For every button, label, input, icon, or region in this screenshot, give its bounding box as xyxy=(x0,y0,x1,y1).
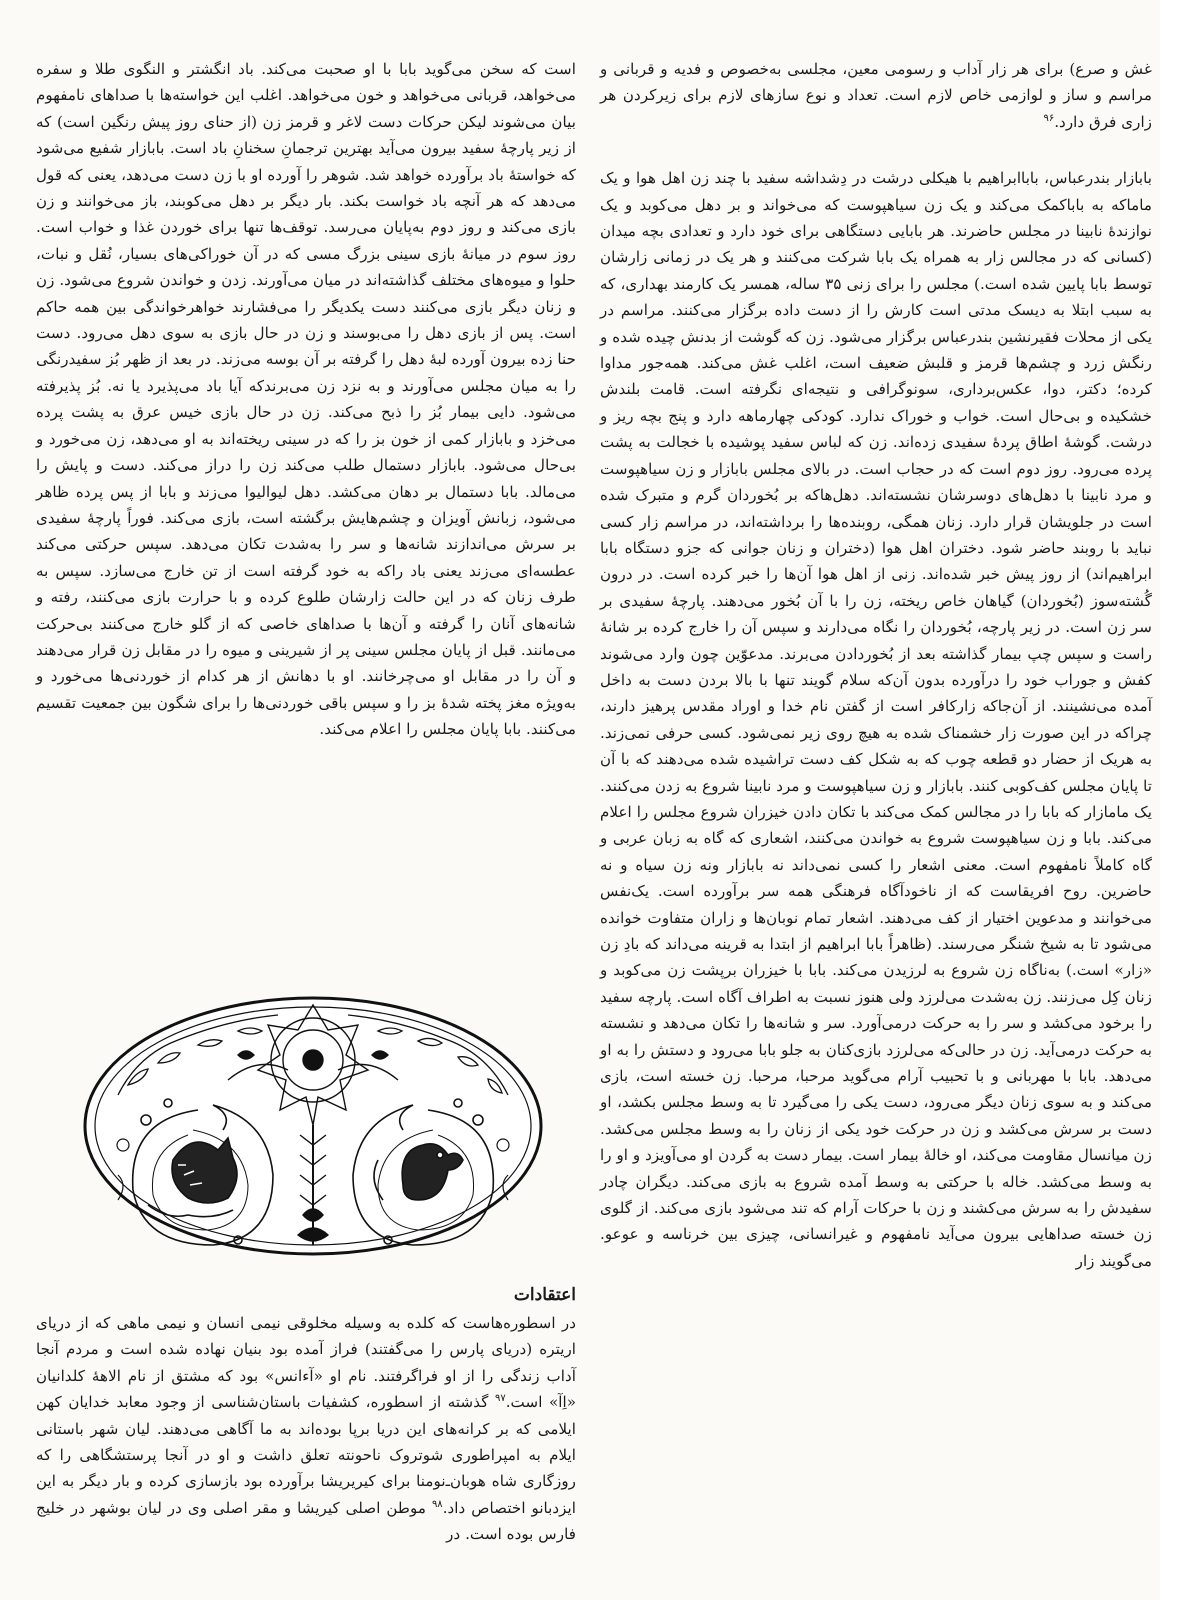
ornamental-plate-illustration xyxy=(78,985,548,1267)
left-column xyxy=(36,56,576,743)
right-paragraph-1: غش و صرع) برای هر زار آداب و رسومی معین، مجلسی به‌خصوص و فدیه و قربانی و مراسم و ساز و لوازمی خاص لازم است. تعداد و نوع سازهای لازم برای زیرکردن هر زاری فرق دارد.$^{۹۶}$ xyxy=(600,60,1152,131)
section-heading-beliefs: اعتقادات xyxy=(513,1285,576,1305)
right-paragraph-2: بابازار بندرعباس، باباابراهیم با هیکلی درشت در دِشداشه سفید با چند زن اهل هوا و یک ماماکه به باباکمک می‌کند و یک زن سیاهپوست که می‌خواند و بر دهل می‌کوبد و یک نوازندهٔ نابینا در مجلس حاضرند. هر بابایی دستگاهی برای خود دارد و تعدادی بچه میدان (کسانی که در مجالس زار به همراه یک بابا شرکت می‌کنند و هر یک در زمانی زارشان توسط بابا پایین شده است.) مجلس را برای زنی ۳۵ ساله، همسر یک کارمند بهداری، که به سبب ابتلا به دیسک مدتی است کارش را از دست داده برگزار می‌کنند. مراسم در یکی از محلات فقیرنشین بندرعباس برگزار می‌شود. زن که گوشت از بدنش چیده شده و رنگش زرد و چشم‌ها قرمز و قلبش ضعیف است، اغلب غش می‌کند. همه‌جور مداوا کرده؛ دکتر، دوا، عکس‌برداری، سونوگرافی و نتیجه‌ای نگرفته است. قامت بلندش خشکیده و بی‌حال است. خواب و خوراک ندارد. کودکی چهارماهه دارد و پنج بچه ریز و درشت. گوشهٔ اطاق پردهٔ سفیدی زده‌اند. زن که لباس سفید پوشیده با خجالت به پشت پرده می‌رود. روز دوم است که در حجاب است. در بالای مجلس بابازار و زن سیاهپوست و مرد نابینا با دهل‌های دوسرشان نشسته‌اند. دهل‌هاکه بر بُخوردان گرم و متبرک شده است در جلویشان قرار دارد. زنان همگی، روبنده‌ها را برداشته‌اند، در مراسم زار کسی نباید با روبند حاضر شود. دختران اهل هوا (دختران و زنان جوانی که جزو دستگاه بابا ابراهیم‌اند) از روز پیش خبر شده‌اند. زنی از اهل هوا آن‌ها را خبر کرده است. در درون گُشته‌سوز (بُخوردان) گیاهان خاص ریخته، زن را با آن بُخور می‌دهند. پارچهٔ سفیدی بر سر زن است. در زیر پارچه، بُخوردان را نگاه می‌دارند و سپس آن را خارج کرده بر شانهٔ راست و سپس چپ بیمار گذاشته بعد از بُخوردادن می‌برند. مدعوّین چون وارد می‌شوند کفش و جوراب خود را درآورده بدون آن‌که سلام گویند تنها با بالا بردن دست به داخل آمده می‌نشینند. از آن‌جاکه زارکافر است از گفتن نام خدا و اوراد مقدس پرهیز دارند، چراکه در این صورت زار خشمناک شده به هیچ روی زیر نمی‌شود. کسی حرفی نمی‌زند. به هریک از حضار دو قطعه چوب که به شکل کف دست تراشیده شده می‌دهند که با آن تا پایان مجلس کف‌کوبی کنند. بابازار و زن سیاهپوست و مرد نابینا شروع به زدن می‌کنند. یک مامازار که بابا را در مجالس کمک می‌کند با تکان دادن خیزران شروع مجلس را اعلام می‌کند. بابا و زن سیاهپوست شروع به خواندن می‌کنند، اشعاری که گاه به زبان عربی و گاه کاملاً نامفهوم است. معنی اشعار را کسی نمی‌داند نه بابازار ونه زن سیاه و نه حاضرین. روح افریقاست که از ناخودآگاه فرهنگی همه سر برآورده است. یک‌نفس می‌خوانند و مدعوین اختیار از کف می‌دهند. اشعار تمام نوبان‌ها و زاران متفاوت خوانده می‌شود تا به شیخ شنگر می‌رسند. (ظاهراً بابا ابراهیم از ابتدا به قرینه می‌داند که بادِ زن «زار» است.) به‌ناگاه زن شروع به لرزیدن می‌کند. بابا با خیزران برپشت زن می‌کوبد و زنان کِل می‌زنند. زن به‌شدت می‌لرزد ولی هنوز نسبت به اطراف آگاه است. پارچه سفید را برخود می‌کشد و سر را به حرکت درمی‌آورد. سر و شانه‌ها را تکان می‌دهد و نشسته به حرکت درمی‌آید. زن در حالی‌که می‌لرزد بازی‌کنان به جلو بابا می‌رود و دستش را به او می‌دهد. بابا با مهربانی و با تحبیب آرام می‌گوید مرحبا، مرحبا. زن خسته است، بازی می‌کند و به سوی زنان دیگر می‌رود، دست یکی را می‌گیرد تا به وسط مجلس بکشد، او دست بر سرش می‌کشد و زن در حرکت خود یکی از زنان را به وسط مجلس می‌کشد. زن میانسال مقاومت می‌کند، او خالهٔ بیمار است. بیمار دست به گردن او می‌آویزد و او را به وسط می‌کشد. خاله با حرکتی به وسط آمده شروع به بازی می‌کند. دیگران چادر سفیدش را به سرش می‌کشند و زن با حرکات آرام که تند می‌شود بازی می‌کند. از گلوی زن خسته صداهایی بیرون می‌آید نامفهوم و غیرانسانی، چیزی بین خرناسه و عوعو. می‌گویند زار xyxy=(600,169,1153,1270)
footnote-96: ۹۶ xyxy=(1043,112,1055,124)
page-edge xyxy=(1160,0,1182,1600)
footnote-97: ۹۷ xyxy=(494,1393,506,1405)
right-column xyxy=(600,56,1152,1274)
left-paragraph-1: است که سخن می‌گوید بابا با او صحبت می‌کند. باد انگشتر و النگوی طلا و سفره می‌خواهد، قربانی می‌خواهد و خون می‌خواهد. اغلب این خواسته‌ها با صداهای نامفهوم بیان می‌شوند لیکن حرکات دست لاغر و قرمز زن (از حنای روز پیش رنگین است) که از زیر پارچهٔ سفید بیرون می‌آید بهترین ترجمانِ سخنانِ باد است. بابازار شفیع می‌شود که خواستهٔ باد برآورده خواهد شد. شوهر را آورده او با زن دست می‌دهد، یعنی که قول می‌دهد که هر آنچه باد خواست بکند. بار دیگر بر دهل می‌کوبند، باز می‌خوانند و زن بازی می‌کند و روز دوم به‌پایان می‌رسد. توقف‌ها تنها برای خوردن غذا و خواب است. روز سوم در میانهٔ بازی سینی بزرگ مسی که در آن خوراکی‌های بسیار، نُقل و نبات، حلوا و میوه‌های مختلف گذاشته‌اند در میان می‌آورند. زدن و خواندن شروع می‌شود. زن و زنان دیگر بازی می‌کنند دست یکدیگر را می‌فشارند خواهرخواندگی بین همه حاکم است. پس از بازی دهل را می‌بوسند و زن در حال بازی به سوی دهل می‌رود. دست حنا زده بیرون آورده لبهٔ دهل را گرفته بر آن بوسه می‌زند. در بعد از ظهر بُز سفیدرنگی را به میان مجلس می‌آورند و به نزد زن می‌برندکه آیا باد می‌پذیرد یا نه. بُز پذیرفته می‌شود. دایی بیمار بُز را ذبح می‌کند. زن در حال بازی خیس عرق به پشت پرده می‌خزد و بابازار کمی از خون بز را که در سینی ریخته‌اند به او می‌دهد، زن می‌خورد و بی‌حال می‌شود. بابازار دستمال طلب می‌کند زن را دراز می‌کند. دست و پایش را می‌مالد. بابا دستمال بر دهان می‌کشد. دهل لیوالیوا می‌زند و بابا از پس پرده ظاهر می‌شود، زبانش آویزان و چشم‌هایش برگشته است، بازی می‌کند. فوراً پارچهٔ سفیدی بر سرش می‌اندازند شانه‌ها و سر را به‌شدت تکان می‌دهد. سپس حرکتی می‌کند عطسه‌ای می‌زند یعنی باد راکه به خود گرفته است از تن خارج می‌سازد. سپس به طرف زنان که در این حالت زارشان طلوع کرده و با حرارت بازی می‌کنند، رفته و شانه‌های آنان را گرفته و آن‌ها با صداهای خاصی که از گلو خارج می‌کنند بی‌حرکت می‌مانند. قبل از پایان مجلس سینی پر از شیرینی و میوه را در مقابل زن قرار می‌دهند و آن را در مقابل او می‌چرخانند. او با دهانش از هر کدام از خوردنی‌ها می‌خورد و به‌ویژه مغز پخته شدهٔ بز را و سپس باقی خوردنی‌ها را برای شگون بین جمعیت تقسیم می‌کنند. بابا پایان مجلس را اعلام می‌کند. xyxy=(36,60,576,739)
beliefs-paragraph: در اسطوره‌هاست که کلده به وسیله مخلوقی نیمی انسان و نیمی ماهی که از دریای اریتره (دریای پارس را می‌گفتند) فراز آمده بود بنیان نهاده شده است و مردم آنجا آداب زندگی را از او فراگرفتند. نام او «آءانس» بود که مشتق از نام الاههٔ کلدانیان «اِآ» است.$^{۹۷}$ گذشته از اسطوره، کشفیات باستان‌شناسی از وجود معابد خدایان کهن ایلامی که بر کرانه‌های این دریا برپا بوده‌اند به ما آگاهی می‌دهند. لیان شهر باستانی ایلام به امپراطوری شوتروک ناحونته تعلق داشت و او در آنجا پرستشگاهی را که روزگاری شاه هوبان‌ـ‌نومنا برای کیریریشا برآورده بود بازسازی کرده و بار دیگر به این ایزدبانو اختصاص داد.$^{۹۸}$ موطن اصلی کیریشا و مقر اصلی وی در لیان بوشهر در خلیج فارس بوده است. در xyxy=(36,1314,576,1544)
beliefs-column xyxy=(36,1310,576,1548)
ornamental-plate-icon xyxy=(78,985,548,1267)
footnote-98: ۹۸ xyxy=(431,1498,443,1510)
